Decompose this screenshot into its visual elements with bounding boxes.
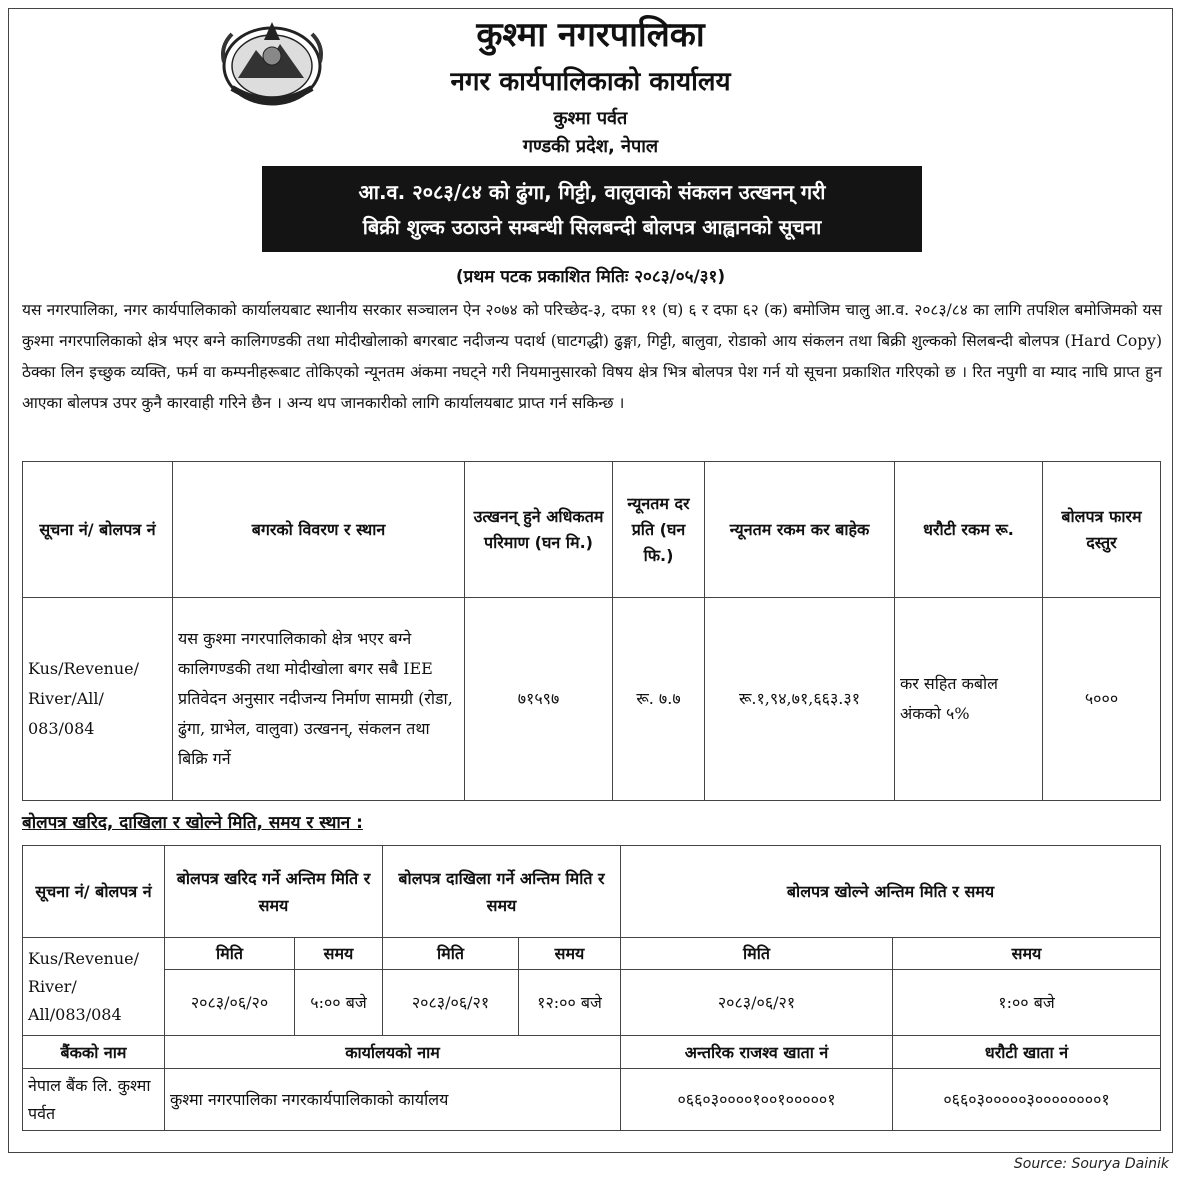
office-title: नगर कार्यपालिकाको कार्यालय	[450, 67, 731, 97]
cell-notice-no: Kus/Revenue/ River/All/ 083/084	[23, 598, 173, 801]
cell-description: यस कुश्मा नगरपालिकाको क्षेत्र भएर बग्ने कालिगण्डकी तथा मोदीखोला बगर सबै IEE प्रतिवेदन अनुसार नदीजन्य निर्माण सामग्री (रोडा, ढुंगा, ग्राभेल, वालुवा) उत्खनन्, संकलन तथा बिक्रि गर्ने	[173, 598, 465, 801]
col-revenue-account: अन्तरिक राजश्व खाता नं	[621, 1036, 893, 1069]
cell-open-time: १:०० बजे	[893, 970, 1161, 1036]
table-row	[23, 1069, 1161, 1131]
col-submit-time: समय	[519, 938, 621, 970]
cell-revenue-account: ०६६०३००००१००१०००००१	[621, 1069, 893, 1131]
cell-open-date: २०८३/०६/२१	[621, 970, 893, 1036]
col-open-time: समय	[893, 938, 1161, 970]
cell-deposit-account: ०६६०३०००००३००००००००१	[893, 1069, 1161, 1131]
notice-body: यस नगरपालिका, नगर कार्यपालिकाको कार्यालयबाट स्थानीय सरकार सञ्चालन ऐन २०७४ को परिच्छेद-३, दफा ११ (घ) ६ र दफा ६२ (क) बमोजिम चालु आ.व. २०८३/८४ का लागि तपशिल बमोजिमको यस कुश्मा नगरपालिकाको क्षेत्र भएर बग्ने कालिगण्डकी तथा मोदीखोलाको बगरबाट नदीजन्य पदार्थ (घाटगद्धी) ढुङ्गा, गिट्टी, बालुवा, रोडाको आय संकलन तथा बिक्री शुल्कको सिलबन्दी बोलपत्र (Hard Copy) ठेक्का लिन इच्छुक व्यक्ति, फर्म वा कम्पनीहरूबाट तोकिएको न्यूनतम अंकमा नघट्ने गरी नियमानुसारको विषय क्षेत्र भित्र बोलपत्र पेश गर्न यो सूचना प्रकाशित गरिएको छ । रित नपुगी वा म्याद नाघि प्राप्त हुन आएका बोलपत्र उपर कुनै कारवाही गरिने छैन । अन्य थप जानकारीको लागि कार्यालयबाट प्राप्त गर्न सकिन्छ ।	[22, 301, 1162, 412]
col-bank-name: बैंकको नाम	[23, 1036, 165, 1069]
municipality-title: कुश्मा नगरपालिका	[476, 15, 705, 55]
col-deposit-account: धरौटी खाता नं	[893, 1036, 1161, 1069]
col-description: बगरको विवरण र स्थान	[173, 462, 465, 598]
col-office-name: कार्यालयको नाम	[165, 1036, 621, 1069]
col-notice-no: सूचना नं/ बोलपत्र नं	[23, 462, 173, 598]
notice-title-line2: बिक्री शुल्क उठाउने सम्बन्धी सिलबन्दी बोलपत्र आह्वानको सूचना	[362, 215, 822, 239]
province-line: गण्डकी प्रदेश, नेपाल	[522, 136, 659, 157]
cell-min-rate: रू. ७.७	[613, 598, 705, 801]
cell-purchase-date: २०८३/०६/२०	[165, 970, 295, 1036]
col-form-fee: बोलपत्र फारम दस्तुर	[1043, 462, 1161, 598]
col-submit-deadline: बोलपत्र दाखिला गर्ने अन्तिम मिति र समय	[383, 846, 621, 938]
cell-purchase-time: ५:०० बजे	[295, 970, 383, 1036]
cell-submit-time: १२:०० बजे	[519, 970, 621, 1036]
notice-title-banner	[262, 166, 922, 252]
cell-form-fee: ५०००	[1043, 598, 1161, 801]
cell-max-quantity: ७१५९७	[465, 598, 613, 801]
col-purchase-time: समय	[295, 938, 383, 970]
col-opening-deadline: बोलपत्र खोल्ने अन्तिम मिति र समय	[621, 846, 1161, 938]
col-max-quantity: उत्खनन् हुने अधिकतम परिमाण (घन मि.)	[465, 462, 613, 598]
cell-submit-date: २०८३/०६/२१	[383, 970, 519, 1036]
source-credit: Source: Sourya Dainik	[1013, 1156, 1169, 1172]
col-notice-no: सूचना नं/ बोलपत्र नं	[23, 846, 165, 938]
col-min-rate: न्यूनतम दर प्रति (घन फि.)	[613, 462, 705, 598]
col-min-amount: न्यूनतम रकम कर बाहेक	[705, 462, 895, 598]
col-submit-date: मिति	[383, 938, 519, 970]
cell-bank-name: नेपाल बैंक लि. कुश्मा पर्वत	[23, 1069, 165, 1131]
cell-deposit: कर सहित कबोल अंकको ५%	[895, 598, 1043, 801]
table-row	[23, 970, 1161, 1036]
tender-details-table	[22, 461, 1161, 801]
col-open-date: मिति	[621, 938, 893, 970]
district-line: कुश्मा पर्वत	[553, 108, 628, 129]
notice-title-line1: आ.व. २०८३/८४ को ढुंगा, गिट्टी, वालुवाको संकलन उत्खनन् गरी	[358, 180, 826, 204]
col-deposit: धरौटी रकम रू.	[895, 462, 1043, 598]
publication-date: (प्रथम पटक प्रकाशित मितिः २०८३/०५/३१)	[455, 267, 726, 287]
cell-office-name: कुश्मा नगरपालिका नगरकार्यपालिकाको कार्यालय	[165, 1069, 621, 1131]
cell-min-amount: रू.१,९४,७१,६६३.३१	[705, 598, 895, 801]
col-purchase-date: मिति	[165, 938, 295, 970]
col-purchase-deadline: बोलपत्र खरिद गर्ने अन्तिम मिति र समय	[165, 846, 383, 938]
schedule-table	[22, 845, 1161, 1131]
cell-notice-no: Kus/Revenue/ River/ All/083/084	[23, 938, 165, 1036]
table-row	[23, 598, 1161, 801]
schedule-subheading: बोलपत्र खरिद, दाखिला र खोल्ने मिति, समय र स्थान :	[22, 813, 363, 833]
